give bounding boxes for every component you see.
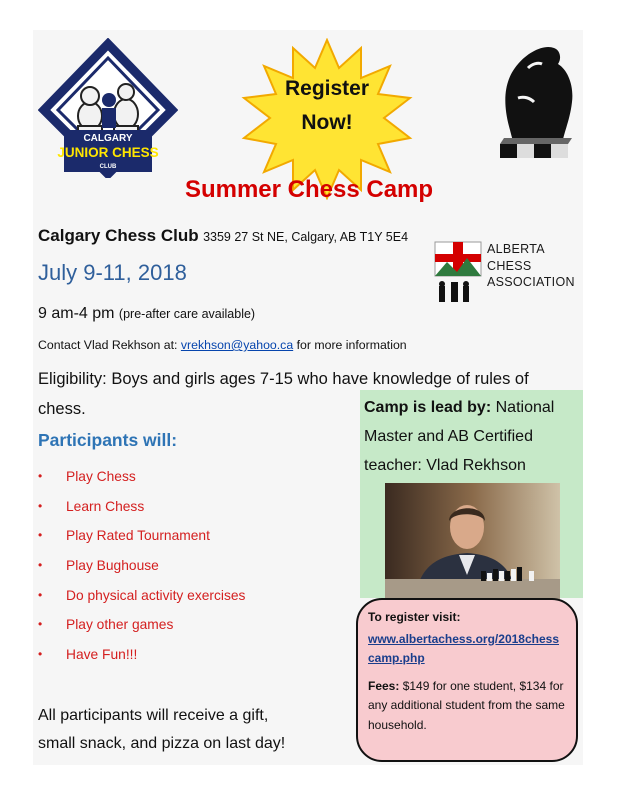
registration-text xyxy=(368,608,573,735)
time-note: (pre-after care available) xyxy=(118,307,256,321)
registration-url-line-2: camp.php xyxy=(368,651,425,665)
venue-line xyxy=(38,226,408,246)
time-range: 9 am-4 pm xyxy=(38,305,115,322)
register-label: To register visit: xyxy=(368,610,461,624)
aca-line-3: ASSOCIATION xyxy=(487,275,575,289)
aca-line-1: ALBERTA xyxy=(487,242,545,256)
register-line: Register xyxy=(284,77,370,100)
fees-label: Fees: xyxy=(368,678,400,693)
list-item: • Play Chess xyxy=(38,462,245,492)
camp-time xyxy=(38,305,255,323)
alberta-flag-icon xyxy=(433,236,483,306)
page-title: Summer Chess Camp xyxy=(184,176,434,203)
participants-heading: Participants will: xyxy=(38,430,178,450)
registration-url-line-1: www.albertachess.org/2018chess xyxy=(368,631,559,646)
now-line: Now! xyxy=(301,111,353,134)
participants-list xyxy=(38,462,245,670)
list-item: • Do physical activity exercises xyxy=(38,581,245,611)
list-item: • Play Rated Tournament xyxy=(38,521,245,551)
eligibility-text: Eligibility: Boys and girls ages 7-15 who have knowledge of rules of chess. xyxy=(38,370,529,418)
list-item: • Play Bughouse xyxy=(38,551,245,581)
contact-email-link[interactable]: vrekhson@yahoo.ca xyxy=(180,338,294,352)
contact-prefix: Contact Vlad Rekhson at: xyxy=(38,338,178,352)
list-item: • Have Fun!!! xyxy=(38,640,245,670)
closing-text xyxy=(38,702,358,758)
alberta-chess-association-logo xyxy=(433,232,583,307)
fees-text: $149 for one student, $134 for any additional student from the same household. xyxy=(368,678,565,732)
camp-date: July 9-11, 2018 xyxy=(38,260,187,285)
list-item: • Learn Chess xyxy=(38,492,245,522)
instructor-photo xyxy=(385,483,560,599)
club-address: 3359 27 St NE, Calgary, AB T1Y 5E4 xyxy=(203,230,409,244)
lead-text xyxy=(364,393,579,480)
svg-text:CLUB: CLUB xyxy=(99,164,117,170)
lead-label: Camp is lead by: xyxy=(364,399,492,416)
calgary-junior-chess-logo xyxy=(38,38,178,178)
club-name: Calgary Chess Club xyxy=(38,226,199,245)
svg-text:JUNIOR CHESS: JUNIOR CHESS xyxy=(57,145,159,160)
svg-text:CALGARY: CALGARY xyxy=(83,133,133,144)
list-item: • Play other games xyxy=(38,610,245,640)
registration-link[interactable] xyxy=(368,632,559,666)
aca-line-2: CHESS xyxy=(487,258,532,273)
contact-suffix: for more information xyxy=(296,338,407,352)
closing-line-1: All participants will receive a gift, xyxy=(38,707,269,724)
chess-knight-icon xyxy=(488,40,580,165)
register-now-text xyxy=(238,72,416,140)
lead-description: National Master and AB Certified teacher: Vlad Rekhson xyxy=(364,399,555,474)
closing-line-2: small snack, and pizza on last day! xyxy=(38,735,286,752)
contact-line xyxy=(38,338,407,352)
